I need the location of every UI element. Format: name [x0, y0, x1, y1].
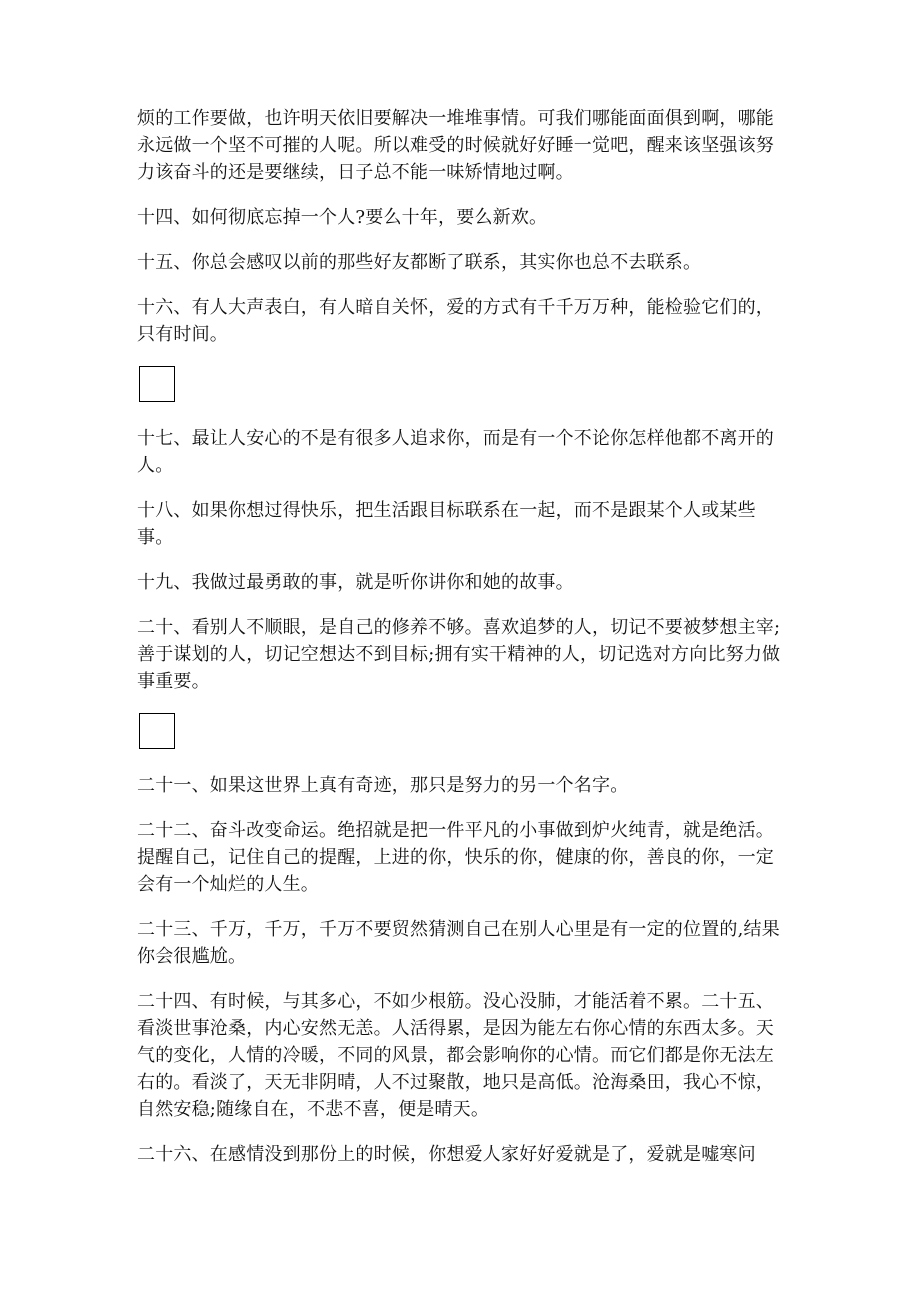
paragraph-14: 十四、如何彻底忘掉一个人?要么十年，要么新欢。 [137, 207, 548, 228]
paragraph-continued: 烦的工作要做，也许明天依旧要解决一堆堆事情。可我们哪能面面俱到啊，哪能永远做一个坚不可摧的人呢。所以难受的时候就好好睡一觉吧，醒来该坚强该努力该奋斗的还是要继续，日子总不能一味矫情地过啊。 [137, 108, 774, 183]
paragraph-26: 二十六、在感情没到那份上的时候，你想爱人家好好爱就是了，爱就是嘘寒问 [137, 1144, 756, 1165]
paragraph-23: 二十三、千万，千万，千万不要贸然猜测自己在别人心里是有一定的位置的,结果你会很尴尬。 [137, 919, 780, 967]
paragraph-18: 十八、如果你想过得快乐，把生活跟目标联系在一起，而不是跟某个人或某些事。 [137, 500, 756, 548]
paragraph-15: 十五、你总会感叹以前的那些好友都断了联系，其实你也总不去联系。 [137, 252, 702, 273]
paragraph-22: 二十二、奋斗改变命运。绝招就是把一件平凡的小事做到炉火纯青，就是绝活。提醒自己，记住自己的提醒，上进的你，快乐的你，健康的你，善良的你，一定会有一个灿烂的人生。 [137, 820, 774, 895]
paragraph-20: 二十、看别人不顺眼，是自己的修养不够。喜欢追梦的人，切记不要被梦想主宰;善于谋划的人，切记空想达不到目标;拥有实干精神的人，切记选对方向比努力做事重要。 [137, 617, 781, 692]
paragraph-16: 十六、有人大声表白，有人暗自关怀，爱的方式有千千万万种，能检验它们的，只有时间。 [137, 297, 774, 345]
empty-image-placeholder [139, 366, 175, 402]
paragraph-21: 二十一、如果这世界上真有奇迹，那只是努力的另一个名字。 [137, 775, 629, 796]
empty-image-placeholder [139, 713, 175, 749]
paragraph-24: 二十四、有时候，与其多心，不如少根筋。没心没肺，才能活着不累。二十五、看淡世事沧桑，内心安然无恙。人活得累，是因为能左右你心情的东西太多。天气的变化，人情的冷暖，不同的风景，都会影响你的心情。而它们都是你无法左右的。看淡了，天无非阴晴，人不过聚散，地只是高低。沧海桑田，我心不惊，自然安稳;随缘自在，不悲不喜，便是晴天。 [137, 991, 774, 1120]
document-page [137, 105, 787, 1186]
paragraph-17: 十七、最让人安心的不是有很多人追求你，而是有一个不论你怎样他都不离开的人。 [137, 428, 774, 476]
paragraph-19: 十九、我做过最勇敢的事，就是听你讲你和她的故事。 [137, 572, 574, 593]
